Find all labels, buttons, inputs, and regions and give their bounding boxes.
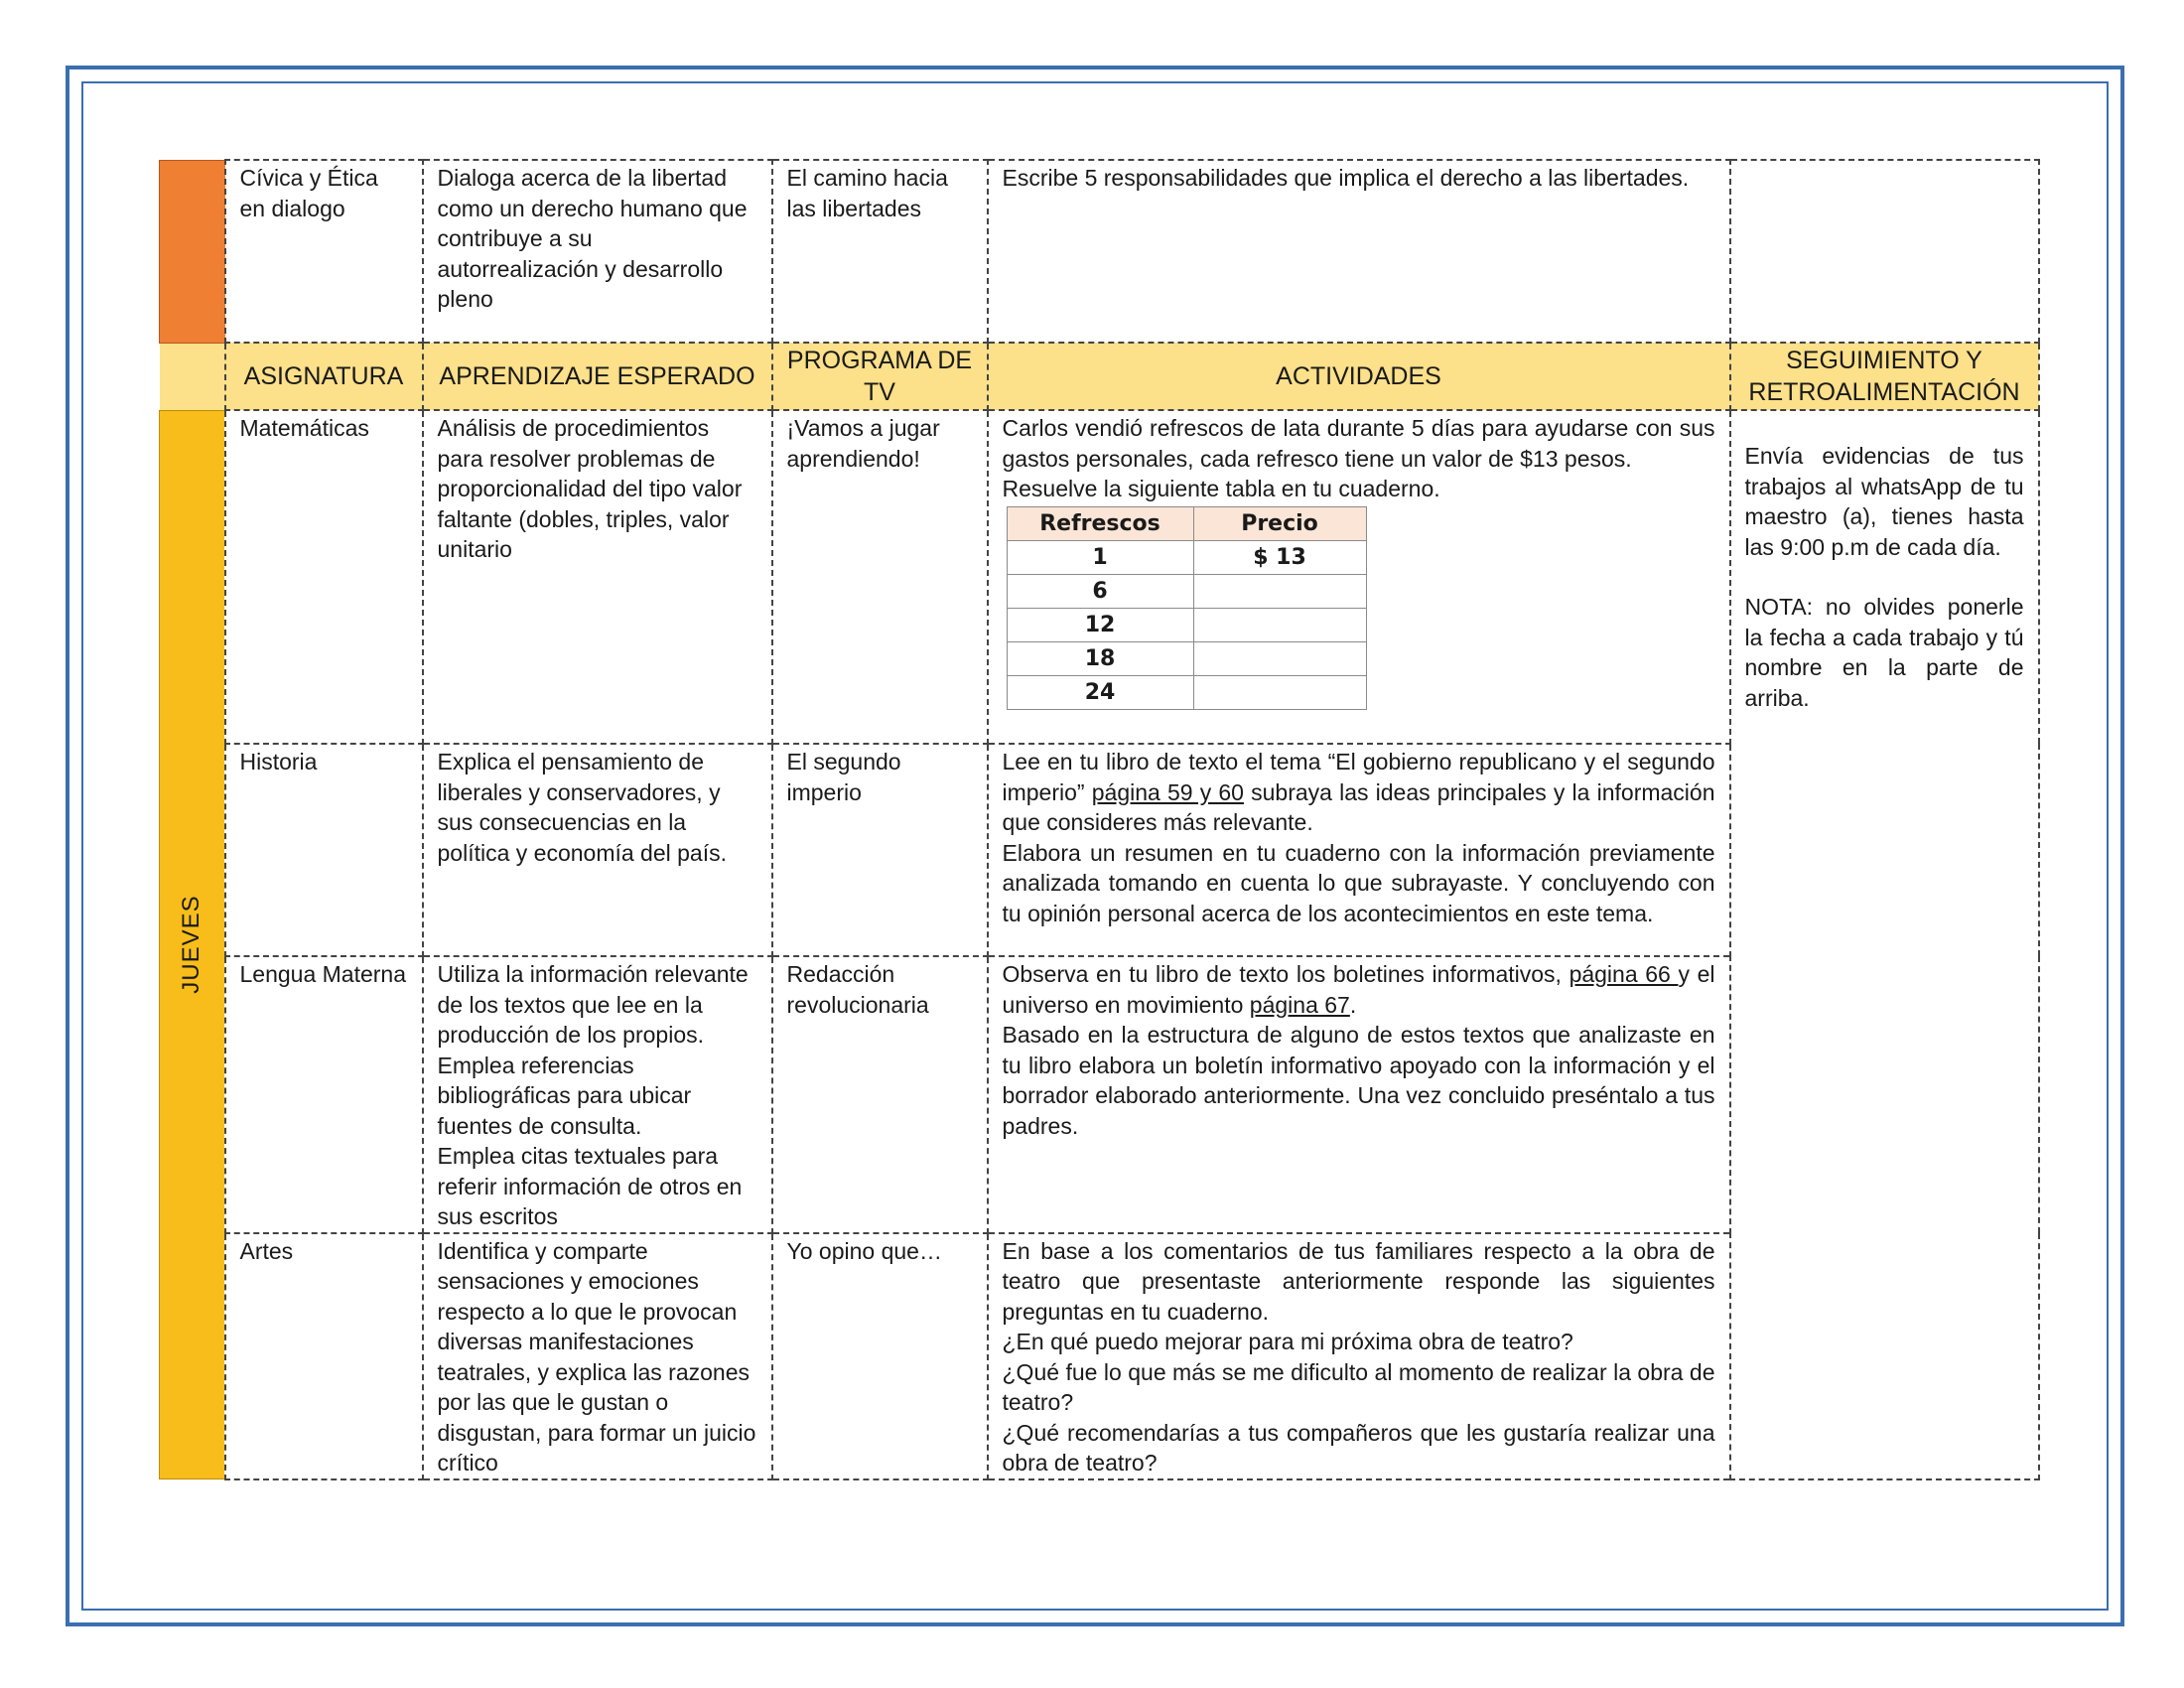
activity-cell <box>988 1233 1730 1479</box>
activity-text: Resuelve la siguiente tabla en tu cuaderno. <box>1002 476 1440 501</box>
question-text: ¿En qué puedo mejorar para mi próxima obra de teatro? <box>1002 1329 1573 1354</box>
precio-header: Precio <box>1193 506 1366 540</box>
program-cell: El segundo imperio <box>772 744 988 956</box>
day-band-jueves <box>160 410 225 1479</box>
page-reference: página 59 y 60 <box>1091 778 1244 805</box>
learning-cell: Dialoga acerca de la libertad como un derecho humano que contribuye a su autorrealización y desarrollo pleno <box>423 160 772 343</box>
table-cell <box>1193 574 1366 608</box>
header-asignatura: ASIGNATURA <box>225 343 423 410</box>
table-row <box>1007 675 1366 709</box>
subject-cell: Lengua Materna <box>225 956 423 1233</box>
table-row <box>1007 641 1366 675</box>
question-text: ¿Qué fue lo que más se me dificulto al momento de realizar la obra de teatro? <box>1002 1358 1715 1415</box>
followup-cell <box>1730 410 2039 1479</box>
table-cell <box>1193 675 1366 709</box>
subject-cell: Cívica y Ética en dialogo <box>225 160 423 343</box>
schedule-table <box>159 159 2040 1480</box>
table-cell: 12 <box>1007 608 1193 641</box>
row-civica <box>160 160 2039 343</box>
activity-cell <box>988 744 1730 956</box>
header-aprendizaje: APRENDIZAJE ESPERADO <box>423 343 772 410</box>
activity-text: Elabora un resumen en tu cuaderno con la información previamente analizada tomando en cuenta lo que subrayaste. Y concluyendo con tu opinión personal acerca de los acontecimientos en este tema. <box>1002 839 1715 926</box>
refrescos-table <box>1007 506 1367 710</box>
program-cell: El camino hacia las libertades <box>772 160 988 343</box>
row-matematicas <box>160 410 2039 744</box>
activity-cell: Escribe 5 responsabilidades que implica el derecho a las libertades. <box>988 160 1730 343</box>
table-cell: 6 <box>1007 574 1193 608</box>
activity-cell <box>988 956 1730 1233</box>
learning-text: Utiliza la información relevante de los textos que lee en la producción de los propios. Emplea referencias bibliográficas para ubicar fuentes de consulta. <box>437 961 749 1139</box>
activity-cell <box>988 410 1730 744</box>
learning-cell <box>423 956 772 1233</box>
header-spacer <box>160 343 225 410</box>
table-cell <box>1193 641 1366 675</box>
table-row <box>1007 574 1366 608</box>
followup-note: NOTA: no olvides ponerle la fecha a cada trabajo y tú nombre en la parte de arriba. <box>1744 594 2024 711</box>
program-cell: Redacción revolucionaria <box>772 956 988 1233</box>
page-reference: página 66 <box>1569 961 1679 987</box>
activity-text: Lee en tu libro de texto el tema “El gobierno republicano y el segundo imperio” página 59 y 60 subraya las ideas principales y la información que consideres más relevante. <box>1002 749 1715 835</box>
program-cell: ¡Vamos a jugar aprendiendo! <box>772 410 988 744</box>
activity-text: En base a los comentarios de tus familiares respecto a la obra de teatro que presentaste anteriormente responde las siguientes preguntas en tu cuaderno. <box>1002 1237 1715 1325</box>
subject-cell: Matemáticas <box>225 410 423 744</box>
followup-text: Envía evidencias de tus trabajos al whatsApp de tu maestro (a), tienes hasta las 9:00 p.m de cada día. <box>1744 443 2024 560</box>
learning-cell: Análisis de procedimientos para resolver problemas de proporcionalidad del tipo valor faltante (dobles, triples, valor unitario <box>423 410 772 744</box>
table-cell: 1 <box>1007 540 1193 574</box>
subject-cell: Artes <box>225 1233 423 1479</box>
question-text: ¿Qué recomendarías a tus compañeros que les gustaría realizar una obra de teatro? <box>1002 1419 1715 1476</box>
table-row <box>1007 608 1366 641</box>
refrescos-header: Refrescos <box>1007 506 1193 540</box>
learning-cell: Identifica y comparte sensaciones y emociones respecto a lo que le provocan diversas manifestaciones teatrales, y explica las razones por las que le gustan o disgustan, para formar un juicio crítico <box>423 1233 772 1479</box>
program-cell: Yo opino que… <box>772 1233 988 1479</box>
followup-cell-empty <box>1730 160 2039 343</box>
learning-text: Emplea citas textuales para referir información de otros en sus escritos <box>437 1143 743 1229</box>
learning-cell: Explica el pensamiento de liberales y conservadores, y sus consecuencias en la política y economía del país. <box>423 744 772 956</box>
day-label: JUEVES <box>178 895 205 994</box>
table-row <box>1007 540 1366 574</box>
header-programa: PROGRAMA DE TV <box>772 343 988 410</box>
header-seguimiento: SEGUIMIENTO Y RETROALIMENTACIÓN <box>1730 343 2039 410</box>
activity-text: Observa en tu libro de texto los boletines informativos, página 66 y el universo en movimiento página 67. <box>1002 961 1715 1018</box>
subject-cell: Historia <box>225 744 423 956</box>
table-cell: 18 <box>1007 641 1193 675</box>
header-actividades: ACTIVIDADES <box>988 343 1730 410</box>
table-cell: $ 13 <box>1193 540 1366 574</box>
page-reference: página 67 <box>1249 991 1350 1018</box>
header-row <box>160 343 2039 410</box>
activity-text: Carlos vendió refrescos de lata durante 5 días para ayudarse con sus gastos personales, cada refresco tiene un valor de $13 pesos. <box>1002 415 1715 472</box>
day-band-orange <box>160 160 225 343</box>
table-cell: 24 <box>1007 675 1193 709</box>
table-cell <box>1193 608 1366 641</box>
activity-text: Basado en la estructura de alguno de estos textos que analizaste en tu libro elabora un boletín informativo apoyado con la información y el borrador elaborado anteriormente. Una vez concluido preséntalo a tus padres. <box>1002 1022 1715 1139</box>
